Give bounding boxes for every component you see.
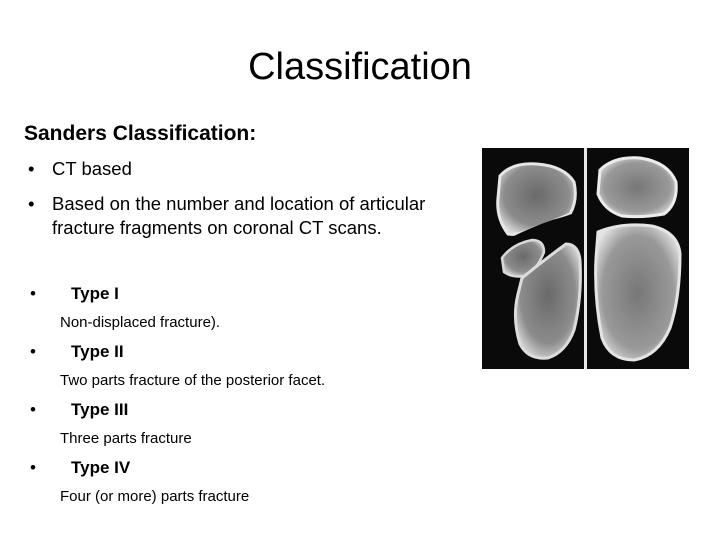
bullet-item (28, 192, 468, 240)
bullet-item (28, 157, 468, 181)
type-item (30, 341, 450, 399)
bone-talus-right (598, 158, 676, 217)
slide-title: Classification (248, 46, 472, 88)
bullet-list (28, 157, 468, 251)
ct-scan-figure (482, 148, 689, 369)
ct-scan-image (482, 148, 689, 369)
bullet-dot: • (28, 193, 35, 214)
type-description: Non-displaced fracture). (60, 314, 221, 331)
type-description: Four (or more) parts fracture (60, 488, 250, 505)
bullet-dot: • (30, 284, 36, 303)
bullet-dot: • (28, 158, 35, 179)
type-name: Type IV (71, 458, 131, 477)
type-heading (30, 399, 128, 421)
type-heading (30, 457, 130, 479)
panel-divider (584, 148, 587, 369)
bullet-dot: • (30, 342, 36, 361)
bullet-text: CT based (52, 158, 132, 179)
type-name: Type I (71, 284, 119, 303)
slide-subtitle: Sanders Classification: (24, 122, 257, 145)
type-description: Three parts fracture (60, 430, 192, 447)
type-item (30, 283, 450, 341)
bullet-text: Based on the number and location of articular fracture fragments on coronal CT scans. (52, 193, 426, 238)
type-heading (30, 283, 119, 305)
type-item (30, 457, 450, 515)
type-list (30, 283, 450, 515)
type-name: Type III (71, 400, 129, 419)
type-description: Two parts fracture of the posterior facet. (60, 372, 326, 389)
type-heading (30, 341, 124, 363)
bullet-dot: • (30, 458, 36, 477)
type-item (30, 399, 450, 457)
type-name: Type II (71, 342, 124, 361)
bullet-dot: • (30, 400, 36, 419)
